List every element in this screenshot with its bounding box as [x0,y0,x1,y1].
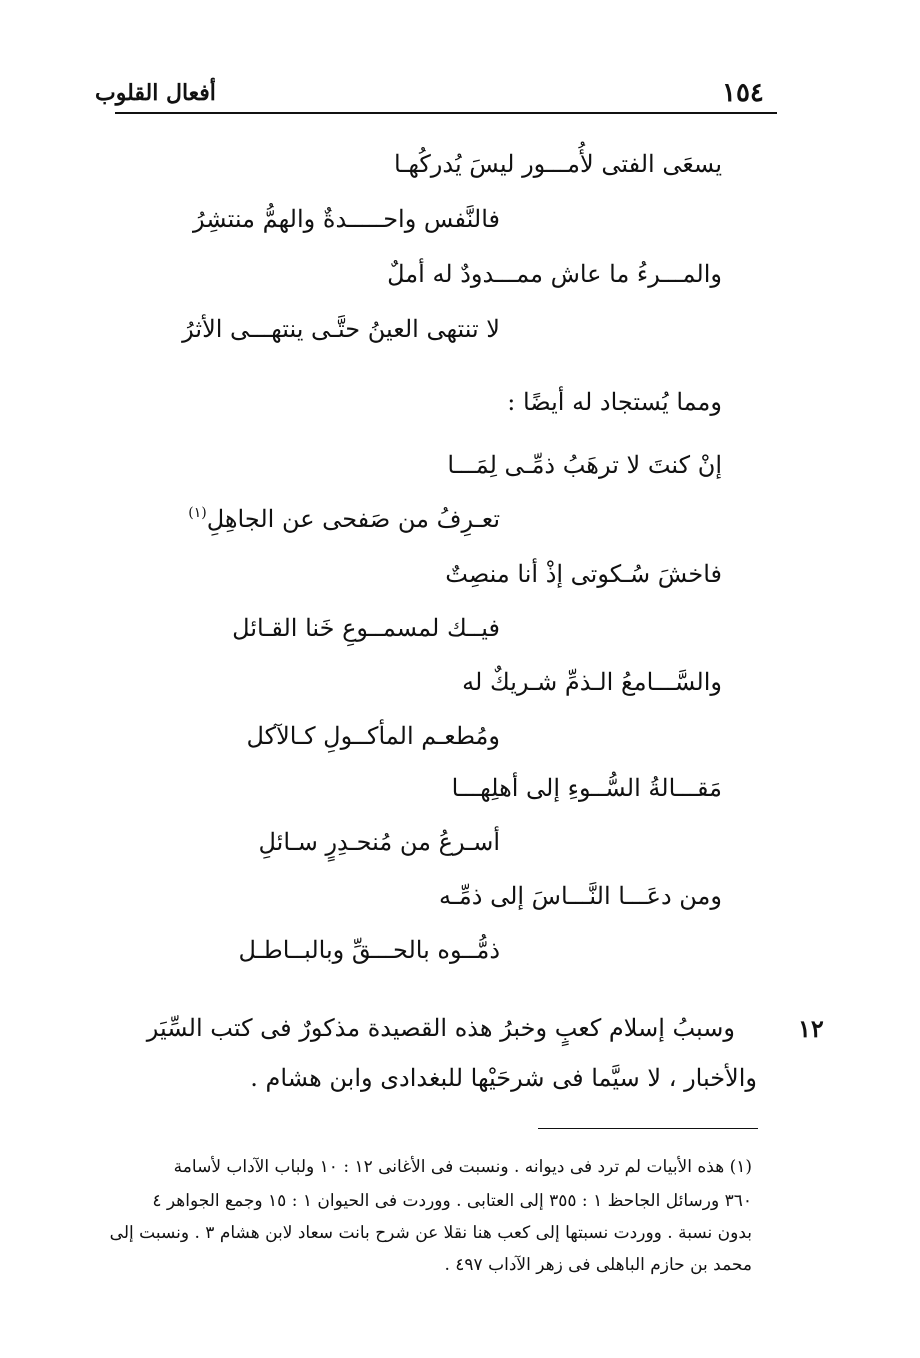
poem2-line-1: إنْ كنتَ لا ترهَبُ ذمِّـى لِمَـــا [447,451,722,479]
poem2-line-3: فاخشَ سُـكوتى إذْ أنا منصِتٌ [445,560,722,588]
footnote-line-4: محمد بن حازم الباهلى فى زهر الآداب ٤٩٧ . [444,1255,752,1275]
paragraph-line-1: وسببُ إسلام كعبٍ وخبرُ هذه القصيدة مذكورٌ فى كتب السِّيَر [146,1014,735,1042]
poem2-line-9: ومن دعَـــا النَّـــاسَ إلى ذمِّـه [439,882,722,910]
footnote-marker: (١) [188,505,207,521]
paragraph-line-2: والأخبار ، لا سيَّما فى شرحَيْها للبغدادى وابن هشام . [250,1064,757,1092]
poem2-line-10: ذمُّــوه بالحـــقِّ وبالبــاطـل [238,936,500,964]
poem1-line-3: والمـــرءُ ما عاش ممـــدودٌ له أملٌ [387,260,722,288]
footnote-line-1: (١) هذه الأبيات لم ترد فى ديوانه . ونسبت فى الأغانى ١٢ : ١٠ ولباب الآداب لأسامة [173,1157,752,1177]
footnote-line-3: بدون نسبة . ووردت نسبتها إلى كعب هنا نقلا عن شرح بانت سعاد لابن هشام ٣ . ونسبت إلى [109,1223,752,1243]
paragraph-number: ١٢ [798,1014,824,1043]
poem2-line-7: مَقـــالةُ السُّــوءِ إلى أهلِهـــا [451,774,722,802]
running-title: أفعال القلوب [95,80,216,106]
poem2-intro: ومما يُستجاد له أيضًا : [507,388,722,416]
footnote-line-2: ٣٦٠ ورسائل الجاحظ ١ : ٣٥٥ إلى العتابى . ووردت فى الحيوان ١ : ١٥ وجمع الجواهر ٤ [152,1191,752,1211]
poem1-line-4: لا تنتهى العينُ حتَّـى ينتهـــى الأثرُ [182,315,500,343]
poem2-line-2-text: تعـرِفُ من صَفحى عن الجاهِلِ [206,505,500,533]
poem2-line-4: فيــك لمسمــوعِ خَنا القـائل [232,614,500,642]
poem2-line-8: أسـرعُ من مُنحـدِرٍ سـائلِ [258,828,500,856]
poem2-line-5: والسَّـــامعُ الـذمِّ شـريكٌ له [462,668,722,696]
poem1-line-2: فالنَّفس واحـــــدةٌ والهمُّ منتشِرُ [193,205,500,233]
header-rule [115,112,777,114]
footnote-rule [538,1128,758,1129]
poem1-line-1: يسعَى الفتى لأُمـــور ليسَ يُدركُهـا [393,150,722,178]
page-number: ١٥٤ [722,78,764,108]
poem2-line-6: ومُطعـم المأكــولِ كـالآكل [246,722,500,750]
poem2-line-2 [188,503,500,539]
